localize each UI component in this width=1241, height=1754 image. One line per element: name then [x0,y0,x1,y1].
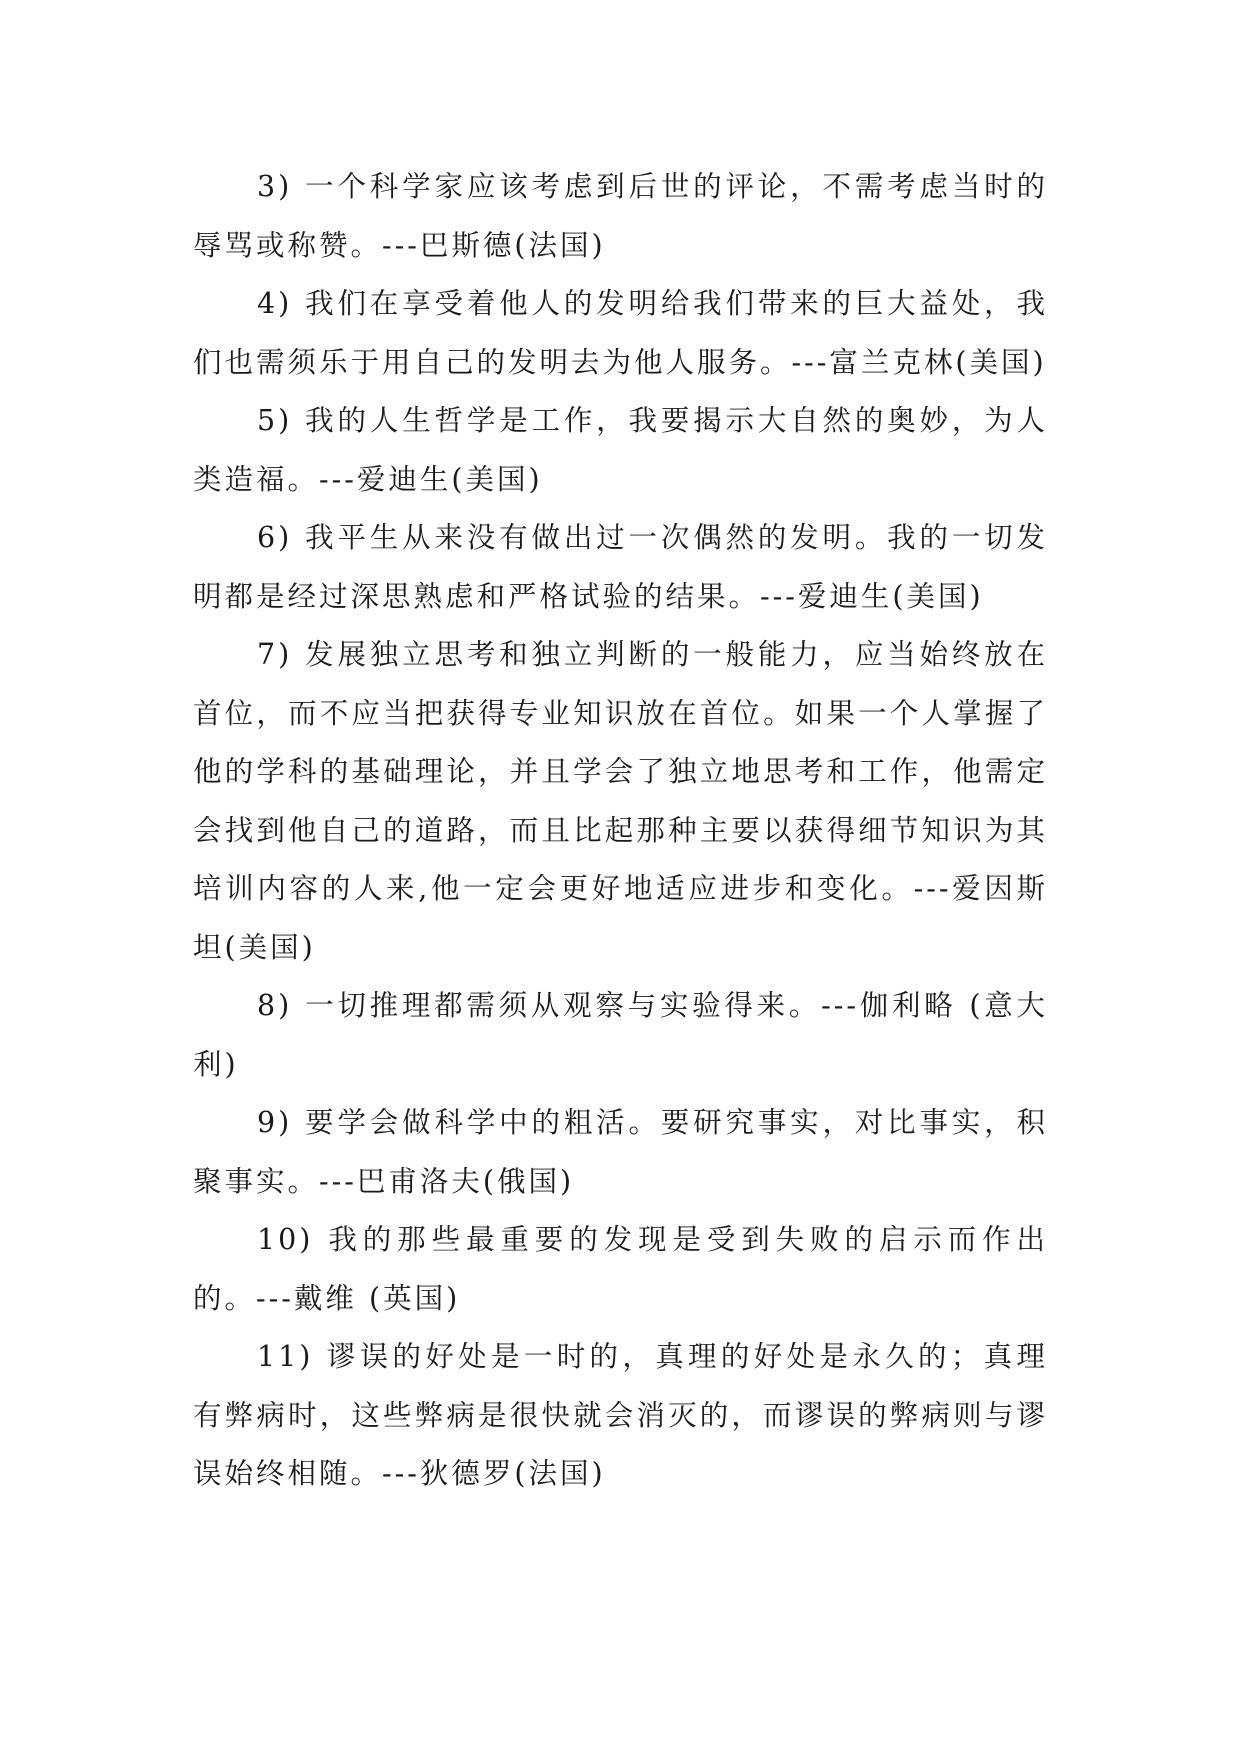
quote-paragraph-8: 8) 一切推理都需须从观察与实验得来。---伽利略 (意大利) [193,989,1048,1081]
quote-paragraph-11: 11) 谬误的好处是一时的，真理的好处是永久的；真理有弊病时，这些弊病是很快就会消灭的，而谬误的弊病则与谬误始终相随。---狄德罗(法国) [193,1340,1048,1490]
quote-paragraph-9: 9) 要学会做科学中的粗活。要研究事实，对比事实，积聚事实。---巴甫洛夫(俄国) [193,1106,1048,1198]
quote-paragraph-4: 4) 我们在享受着他人的发明给我们带来的巨大益处，我们也需须乐于用自己的发明去为他人服务。---富兰克林(美国) [193,287,1048,379]
quote-paragraph-5: 5) 我的人生哲学是工作，我要揭示大自然的奥妙，为人类造福。---爱迪生(美国) [193,404,1048,496]
document-body [193,158,1048,1504]
quote-paragraph-10: 10) 我的那些最重要的发现是受到失败的启示而作出的。---戴维 (英国) [193,1223,1048,1315]
quote-paragraph-3: 3) 一个科学家应该考虑到后世的评论，不需考虑当时的辱骂或称赞。---巴斯德(法国) [193,170,1048,262]
quote-paragraph-7: 7) 发展独立思考和独立判断的一般能力，应当始终放在首位，而不应当把获得专业知识放在首位。如果一个人掌握了他的学科的基础理论，并且学会了独立地思考和工作，他需定会找到他自己的道路，而且比起那种主要以获得细节知识为其培训内容的人来,他一定会更好地适应进步和变化。---爱因斯坦(美国) [193,638,1048,964]
quote-paragraph-6: 6) 我平生从来没有做出过一次偶然的发明。我的一切发明都是经过深思熟虑和严格试验的结果。---爱迪生(美国) [193,521,1048,613]
